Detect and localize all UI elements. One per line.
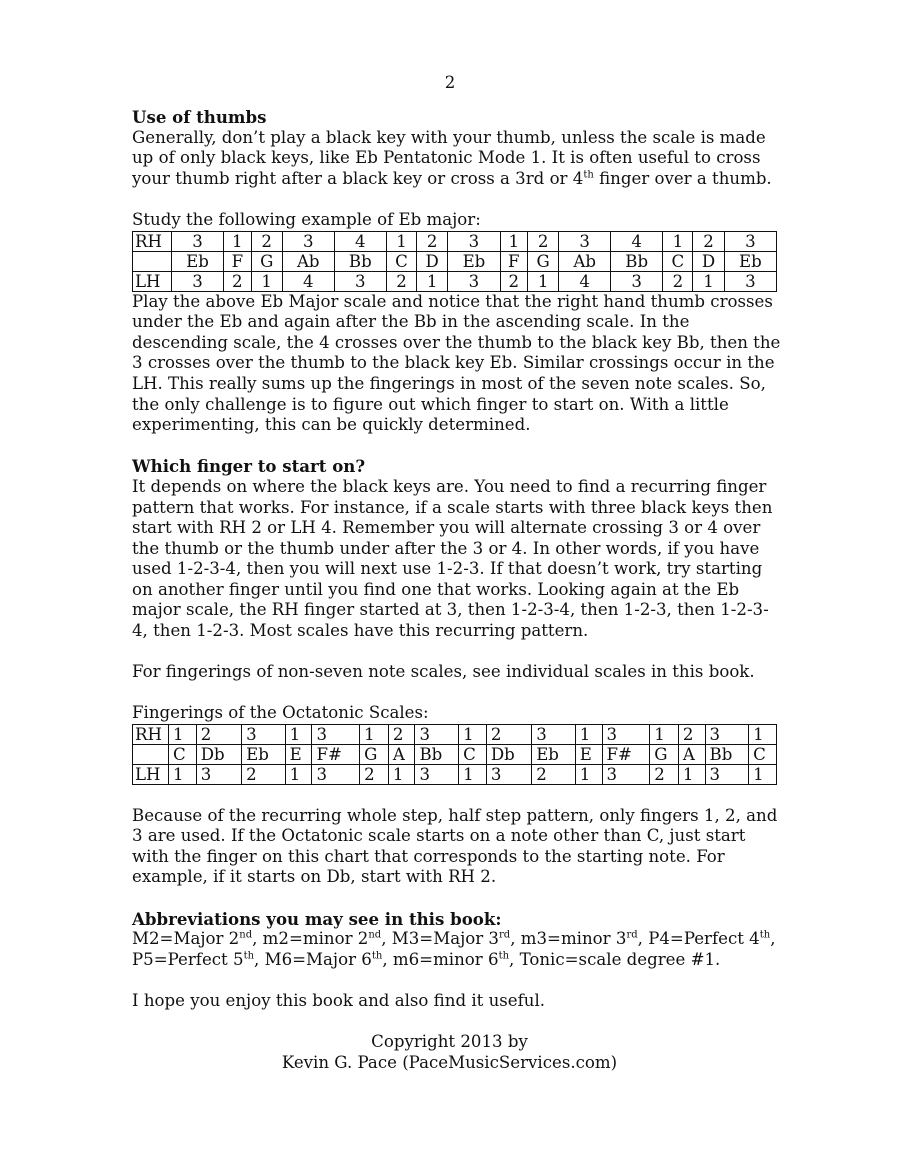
- closing-paragraph: I hope you enjoy this book and also find it useful.: [132, 990, 546, 1010]
- oct-cell: 2: [486, 725, 531, 745]
- eb-cell: 3: [282, 231, 334, 251]
- abbreviations-list: [132, 929, 782, 970]
- oct-cell: 1: [285, 725, 312, 745]
- oct-cell: 2: [242, 765, 286, 785]
- abbreviation-item: m3=minor 3rd,: [520, 929, 649, 949]
- octatonic-caption: Fingerings of the Octatonic Scales:: [132, 703, 429, 723]
- page-content: [132, 107, 782, 1073]
- eb-cell: 3: [724, 231, 776, 251]
- eb-cell: 2: [500, 271, 527, 291]
- oct-cell: 3: [602, 765, 650, 785]
- oct-cell: 1: [459, 725, 487, 745]
- eb-cell: 1: [500, 231, 527, 251]
- oct-cell: C: [749, 745, 777, 765]
- eb-cell: Bb: [611, 251, 663, 271]
- eb-cell: 1: [224, 231, 251, 251]
- abbreviations-heading: Abbreviations you may see in this book:: [132, 908, 502, 929]
- oct-cell: E: [285, 745, 312, 765]
- eb-cell: F: [500, 251, 527, 271]
- oct-cell: C: [169, 745, 197, 765]
- oct-cell: 3: [532, 725, 576, 745]
- oct-cell: 2: [650, 765, 679, 785]
- use-of-thumbs-paragraph: [132, 128, 782, 190]
- oct-cell: Bb: [415, 745, 459, 765]
- eb-cell: 1: [417, 271, 448, 291]
- copyright-block: [132, 1032, 767, 1073]
- eb-cell: C: [663, 251, 693, 271]
- oct-cell: 1: [575, 765, 602, 785]
- abbreviation-tonic: Tonic=scale degree #1.: [519, 949, 721, 969]
- oct-cell: 1: [749, 725, 777, 745]
- oct-cell: 1: [388, 765, 415, 785]
- eb-row-rh: [133, 231, 777, 251]
- which-finger-paragraph: It depends on where the black keys are. You need to find a recurring finger pattern that works. For instance, if a scale starts with three black keys then start with RH 2 or LH 4. Remember you will alternate crossing 3 or 4 over the thumb or the thumb under after the 3 or 4. In other words, if you have used 1-2-3-4, then you will next use 1-2-3. If that doesn’t work, try starting on another finger until you find one that works. Looking again at the Eb major scale, the RH finger started at 3, then 1-2-3-4, then 1-2-3, then 1-2-3-4, then 1-2-3. Most scales have this recurring pattern.: [132, 476, 773, 641]
- thumbs-superscript: th: [583, 169, 594, 181]
- eb-cell: Eb: [448, 251, 500, 271]
- which-finger-heading: Which finger to start on?: [132, 456, 366, 477]
- eb-cell: G: [527, 251, 558, 271]
- oct-cell: 3: [602, 725, 650, 745]
- eb-cell: 3: [172, 231, 224, 251]
- eb-cell: D: [417, 251, 448, 271]
- oct-cell: 1: [169, 765, 197, 785]
- oct-cell: Db: [196, 745, 241, 765]
- oct-cell: 3: [705, 725, 749, 745]
- oct-cell: 3: [196, 765, 241, 785]
- abbreviation-item: M2=Major 2nd,: [132, 929, 263, 949]
- oct-cell: 1: [749, 765, 777, 785]
- octatonic-explanation-paragraph: Because of the recurring whole step, half step pattern, only fingers 1, 2, and 3 are used. If the Octatonic scale starts on a note other than C, just start with the finger on this chart that corresponds to the starting note. For example, if it starts on Db, start with RH 2.: [132, 805, 778, 887]
- oct-cell: 3: [312, 765, 360, 785]
- eb-cell: 4: [282, 271, 334, 291]
- eb-cell: Eb: [172, 251, 224, 271]
- oct-cell: F#: [312, 745, 360, 765]
- oct-cell: 3: [486, 765, 531, 785]
- eb-cell: 1: [386, 231, 416, 251]
- thumbs-text-b: finger over a thumb.: [593, 168, 772, 188]
- oct-cell: Bb: [705, 745, 749, 765]
- eb-row-label: RH: [133, 231, 172, 251]
- abbreviation-item: m2=minor 2nd,: [262, 929, 392, 949]
- oct-cell: 1: [459, 765, 487, 785]
- eb-cell: 2: [693, 231, 724, 251]
- eb-cell: 1: [251, 271, 282, 291]
- eb-cell: 2: [663, 271, 693, 291]
- oct-cell: 1: [678, 765, 705, 785]
- eb-cell: 3: [448, 271, 500, 291]
- oct-cell: Eb: [532, 745, 576, 765]
- eb-cell: 2: [386, 271, 416, 291]
- use-of-thumbs-heading: Use of thumbs: [132, 107, 267, 127]
- eb-cell: C: [386, 251, 416, 271]
- eb-cell: 3: [559, 231, 611, 251]
- eb-cell: Bb: [334, 251, 386, 271]
- oct-cell: 1: [575, 725, 602, 745]
- oct-cell: 1: [285, 765, 312, 785]
- eb-cell: 3: [334, 271, 386, 291]
- oct-cell: F#: [602, 745, 650, 765]
- oct-cell: G: [650, 745, 679, 765]
- eb-cell: 4: [559, 271, 611, 291]
- oct-cell: 1: [360, 725, 389, 745]
- eb-row-label: LH: [133, 271, 172, 291]
- oct-cell: 3: [415, 725, 459, 745]
- eb-major-fingering-table: [132, 231, 777, 292]
- page-number: 2: [444, 73, 456, 92]
- eb-cell: 2: [527, 231, 558, 251]
- eb-cell: D: [693, 251, 724, 271]
- oct-cell: 1: [650, 725, 679, 745]
- eb-cell: 4: [334, 231, 386, 251]
- eb-row-label: [133, 251, 172, 271]
- abbreviation-item: M3=Major 3rd,: [391, 929, 521, 949]
- oct-cell: 2: [678, 725, 705, 745]
- oct-cell: 3: [312, 725, 360, 745]
- oct-cell: 2: [532, 765, 576, 785]
- oct-cell: 3: [705, 765, 749, 785]
- copyright-line-1: Copyright 2013 by: [371, 1032, 528, 1052]
- oct-row-rh: [133, 725, 777, 745]
- thumbs-text-a: Generally, don’t play a black key with your thumb, unless the scale is made up of only black keys, like Eb Pentatonic Mode 1. It is often useful to cross your thumb right after a black key or cross a 3rd or 4: [132, 127, 766, 188]
- eb-cell: 3: [448, 231, 500, 251]
- oct-cell: Eb: [242, 745, 286, 765]
- oct-cell: A: [388, 745, 415, 765]
- eb-cell: Eb: [724, 251, 776, 271]
- eb-cell: 3: [611, 271, 663, 291]
- eb-cell: 4: [611, 231, 663, 251]
- oct-row-notes: [133, 745, 777, 765]
- oct-row-label: [133, 745, 169, 765]
- abbreviation-item: M6=Major 6th,: [264, 949, 393, 969]
- non-seven-note-paragraph: For fingerings of non-seven note scales, see individual scales in this book.: [132, 662, 755, 682]
- eb-cell: 1: [527, 271, 558, 291]
- abbreviation-item: P5=Perfect 5th,: [132, 949, 265, 969]
- oct-cell: C: [459, 745, 487, 765]
- oct-cell: Db: [486, 745, 531, 765]
- eb-row-notes: [133, 251, 777, 271]
- abbreviation-item: m6=minor 6th,: [392, 949, 520, 969]
- oct-cell: G: [360, 745, 389, 765]
- oct-row-label: LH: [133, 765, 169, 785]
- study-example-caption: Study the following example of Eb major:: [132, 209, 481, 229]
- oct-cell: A: [678, 745, 705, 765]
- oct-cell: 3: [242, 725, 286, 745]
- eb-cell: F: [224, 251, 251, 271]
- eb-cell: G: [251, 251, 282, 271]
- eb-cell: 2: [417, 231, 448, 251]
- octatonic-fingering-table: [132, 724, 777, 785]
- eb-cell: 3: [724, 271, 776, 291]
- oct-row-label: RH: [133, 725, 169, 745]
- eb-row-lh: [133, 271, 777, 291]
- eb-cell: 1: [693, 271, 724, 291]
- eb-cell: 3: [172, 271, 224, 291]
- copyright-line-2: Kevin G. Pace (PaceMusicServices.com): [281, 1052, 618, 1072]
- oct-cell: 3: [415, 765, 459, 785]
- oct-cell: 2: [388, 725, 415, 745]
- eb-cell: Ab: [559, 251, 611, 271]
- eb-cell: Ab: [282, 251, 334, 271]
- oct-cell: 2: [196, 725, 241, 745]
- abbreviation-item: P4=Perfect 4th,: [648, 929, 776, 949]
- oct-cell: 2: [360, 765, 389, 785]
- oct-cell: E: [575, 745, 602, 765]
- eb-cell: 2: [251, 231, 282, 251]
- eb-explanation-paragraph: Play the above Eb Major scale and notice that the right hand thumb crosses under the Eb and again after the Bb in the ascending scale. In the descending scale, the 4 crosses over the thumb to the black key Bb, then the 3 crosses over the thumb to the black key Eb. Similar crossings occur in the LH. This really sums up the fingerings in most of the seven note scales. So, the only challenge is to figure out which finger to start on. With a little experimenting, this can be quickly determined.: [132, 291, 781, 435]
- eb-cell: 2: [224, 271, 251, 291]
- oct-cell: 1: [169, 725, 197, 745]
- oct-row-lh: [133, 765, 777, 785]
- eb-cell: 1: [663, 231, 693, 251]
